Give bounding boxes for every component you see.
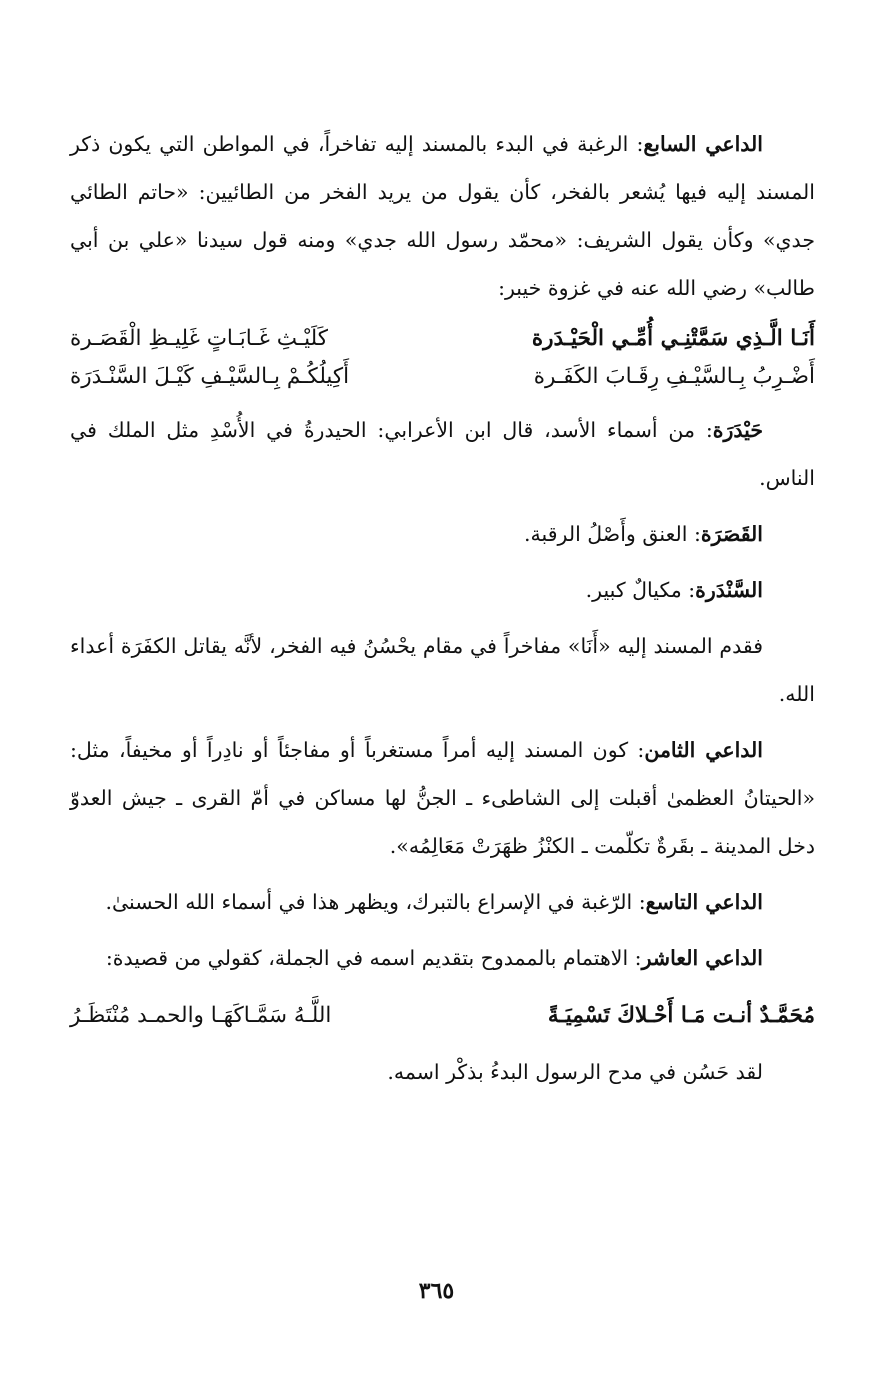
paragraph-tenth-motive: [70, 934, 815, 982]
paragraph-ninth-motive: [70, 878, 815, 926]
poem-muhammad-first-hemistich: مُحَمَّـدٌ أنـت مَـا أَحْـلاكَ تَسْمِيَـةً: [547, 1003, 815, 1028]
paragraph-eighth-motive: [70, 726, 815, 870]
heading-seventh-motive: الداعي السابع: [643, 132, 763, 156]
poem-line-1-first-hemistich: أَنَـا الَّـذِي سَمَّتْنِـي أُمِّـي الْحَيْـدَرة: [531, 326, 815, 351]
paragraph-closing: لقد حَسُن في مدح الرسول البدءُ بذكْر اسمه.: [387, 1060, 763, 1084]
term-haydara: حَيْدَرَة: [712, 418, 763, 442]
poem-line-2-second-hemistich: أَكِيلُكُـمْ بِـالسَّيْـفِ كَيْـلَ السَّنْـدَرَة: [70, 364, 350, 389]
poem-muhammad-second-hemistich: اللَّـهُ سَمَّـاكَهَـا والحمـد مُنْتَظَـرُ: [70, 1003, 332, 1028]
text-eighth-motive: : كون المسند إليه أمراً مستغرباً أو مفاجئاً أو نادِراً أو مخيفاً، مثل: «الحيتانُ العظمىٰ أقبلت إلى الشاطىء ـ الجنُّ لها مساكن في أمّ القرى ـ جيش العدوّ دخل المدينة ـ بقَرةٌ تكلّمت ـ الكنْزُ ظهَرَتْ مَعَالِمُه».: [70, 738, 815, 858]
definition-sandara-text: : مكيالٌ كبير.: [585, 578, 696, 602]
definition-qasara: [70, 510, 815, 558]
definition-haydara: [70, 406, 815, 502]
text-seventh-motive: : الرغبة في البدء بالمسند إليه تفاخراً، في المواطن التي يكون ذكر المسند إليه فيها يُشعر بالفخر، كأن يقول من يريد الفخر من الطائيين: «حاتم الطائي جدي» وكأن يقول الشريف: «محمّد رسول الله جدي» ومنه قول سيدنا «علي بن أبي طالب» رضي الله عنه في غزوة خيبر:: [70, 132, 815, 300]
heading-tenth-motive: الداعي العاشر: [641, 946, 763, 970]
text-tenth-motive: : الاهتمام بالممدوح بتقديم اسمه في الجملة، كقولي من قصيدة:: [105, 946, 642, 970]
definition-haydara-text: : من أسماء الأسد، قال ابن الأعرابي: الحيدرةُ في الأُسْدِ مثل الملك في الناس.: [70, 418, 815, 490]
poem-line-1-second-hemistich: كَلَيْـثِ غَـابَـاتٍ غَلِيـظِ الْقَصَـرة: [70, 326, 328, 351]
heading-eighth-motive: الداعي الثامن: [644, 738, 763, 762]
paragraph-explanation: فقدم المسند إليه «أَنَا» مفاخراً في مقام يحْسُنُ فيه الفخر، لأنَّه يقاتل الكفَرَة أعداء الله.: [70, 634, 815, 706]
text-ninth-motive: : الرّغبة في الإسراع بالتبرك، ويظهر هذا في أسماء الله الحسنىٰ.: [105, 890, 646, 914]
definition-qasara-text: : العنق وأَصْلُ الرقبة.: [524, 522, 701, 546]
poem-verse-block: [70, 320, 815, 396]
page-body: [70, 120, 815, 1104]
poem-line-2-first-hemistich: أَضْـرِبُ بِـالسَّيْـفِ رِقَـابَ الكَفَـرة: [533, 364, 815, 389]
poem-line-1: [70, 320, 815, 358]
definition-sandara: [70, 566, 815, 614]
heading-ninth-motive: الداعي التاسع: [645, 890, 763, 914]
poem-line-2: [70, 358, 815, 396]
page-number: ٣٦٥: [418, 1278, 455, 1304]
term-sandara: السَّنْدَرة: [695, 578, 763, 602]
paragraph-seventh-motive: [70, 120, 815, 312]
term-qasara: القَصَرَة: [700, 522, 763, 546]
poem-verse-muhammad: [70, 996, 815, 1036]
